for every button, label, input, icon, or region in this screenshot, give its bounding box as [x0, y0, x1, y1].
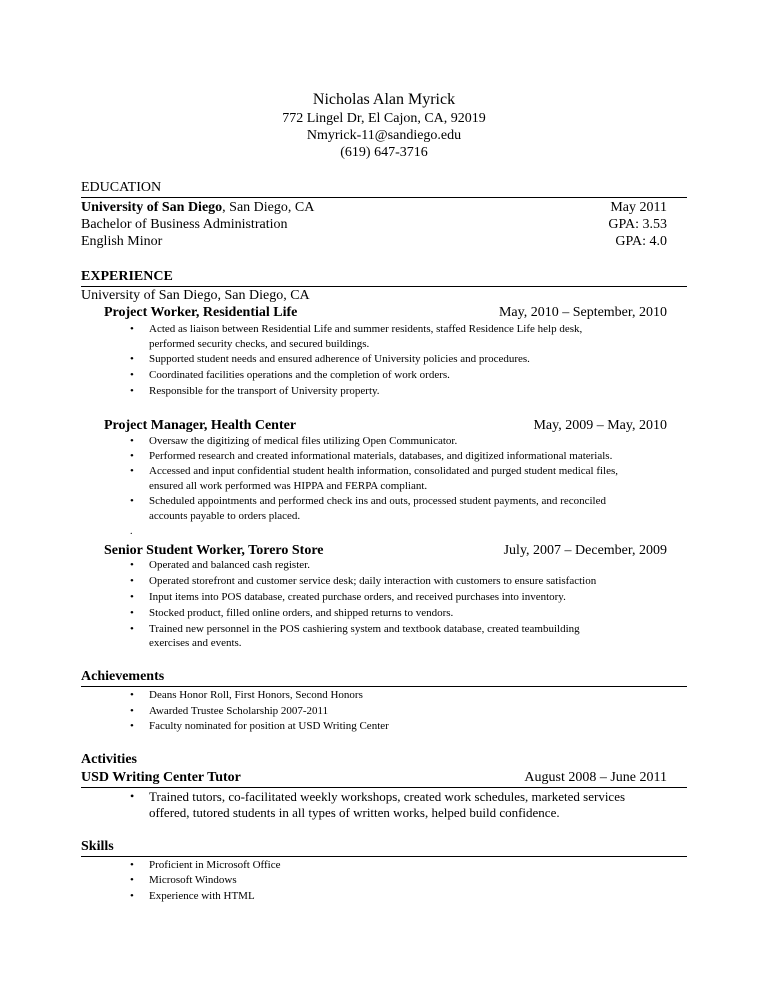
activity-bullet-cont: offered, tutored students in all types of written works, helped build confidence.: [149, 805, 560, 820]
job-bullet-cont: exercises and events.: [149, 637, 242, 649]
job-bullet: Performed research and created informational materials, databases, and digitized informational materials.: [149, 450, 613, 462]
bullet-glyph: •: [130, 435, 134, 447]
education-rule: [81, 197, 687, 198]
bullet-glyph: •: [130, 465, 134, 477]
job-bullet: Stocked product, filled online orders, and shipped returns to vendors.: [149, 607, 454, 619]
bullet-glyph: •: [130, 559, 134, 571]
degree: Bachelor of Business Administration: [81, 217, 288, 232]
minor: English Minor: [81, 234, 163, 249]
bullet-glyph: •: [130, 575, 134, 587]
job-bullet: Input items into POS database, created purchase orders, and received purchases into inventory.: [149, 591, 566, 603]
achievement-item: Awarded Trustee Scholarship 2007-2011: [149, 705, 329, 717]
job-dates: May, 2010 – September, 2010: [498, 305, 667, 320]
job-title: Project Worker, Residential Life: [104, 305, 298, 320]
job-bullet: Coordinated facilities operations and the completion of work orders.: [149, 369, 450, 381]
achievement-item: Faculty nominated for position at USD Writing Center: [149, 720, 389, 732]
bullet-glyph: •: [130, 720, 134, 732]
school-location: , San Diego, CA: [222, 200, 315, 215]
bullet-glyph: •: [130, 874, 134, 886]
activities-heading: Activities: [81, 752, 137, 767]
skills-heading: Skills: [81, 839, 114, 854]
activity-title: USD Writing Center Tutor: [81, 770, 241, 785]
achievement-item: Deans Honor Roll, First Honors, Second Honors: [149, 689, 363, 701]
resume-name: Nicholas Alan Myrick: [312, 91, 456, 108]
job-bullet: Trained new personnel in the POS cashiering system and textbook database, created teambuilding: [149, 623, 580, 635]
education-date: May 2011: [610, 200, 667, 215]
activities-rule: [81, 787, 687, 788]
bullet-glyph: •: [130, 450, 134, 462]
job-bullet: Acted as liaison between Residential Life and summer residents, staffed Residence Life help desk,: [149, 323, 583, 335]
email-line: Nmyrick-11@sandiego.edu: [306, 128, 462, 143]
activity-bullet: Trained tutors, co-facilitated weekly workshops, created work schedules, marketed services: [149, 789, 626, 804]
skills-rule: [81, 856, 687, 857]
bullet-glyph: •: [130, 385, 134, 397]
job-bullet-cont: ensured all work performed was HIPPA and FERPA compliant.: [149, 480, 428, 492]
experience-rule: [81, 286, 687, 287]
job-dates: May, 2009 – May, 2010: [533, 418, 667, 433]
bullet-glyph: •: [130, 623, 134, 635]
job-bullet: Oversaw the digitizing of medical files utilizing Open Communicator.: [149, 435, 458, 447]
bullet-glyph: •: [130, 323, 134, 335]
achievements-rule: [81, 686, 687, 687]
minor-gpa: GPA: 4.0: [615, 234, 667, 249]
skill-item: Proficient in Microsoft Office: [149, 859, 281, 871]
bullet-glyph: •: [130, 859, 134, 871]
job-title: Project Manager, Health Center: [104, 418, 297, 433]
bullet-glyph: •: [130, 353, 134, 365]
stray-mark: .: [130, 526, 133, 537]
job-bullet-cont: performed security checks, and secured buildings.: [149, 338, 370, 350]
employer: University of San Diego, San Diego, CA: [81, 288, 310, 303]
skill-item: Microsoft Windows: [149, 874, 237, 886]
bullet-glyph: •: [130, 591, 134, 603]
job-title: Senior Student Worker, Torero Store: [104, 543, 324, 558]
job-bullet: Responsible for the transport of University property.: [149, 385, 380, 397]
bullet-glyph: •: [130, 789, 135, 803]
degree-gpa: GPA: 3.53: [608, 217, 667, 232]
phone-line: (619) 647-3716: [340, 145, 428, 160]
job-bullet: Accessed and input confidential student health information, consolidated and purged student medical files,: [149, 465, 619, 477]
bullet-glyph: •: [130, 705, 134, 717]
bullet-glyph: •: [130, 495, 134, 507]
job-dates: July, 2007 – December, 2009: [503, 543, 667, 558]
education-heading: EDUCATION: [81, 180, 162, 195]
job-bullet-cont: accounts payable to orders placed.: [149, 510, 301, 522]
bullet-glyph: •: [130, 890, 134, 902]
job-bullet: Scheduled appointments and performed check ins and outs, processed student payments, and reconciled: [149, 495, 606, 507]
education-school-line: [81, 200, 314, 216]
skill-item: Experience with HTML: [149, 890, 255, 902]
activity-dates: August 2008 – June 2011: [524, 770, 667, 785]
job-bullet: Supported student needs and ensured adherence of University policies and procedures.: [149, 353, 530, 365]
job-bullet: Operated storefront and customer service desk; daily interaction with customers to ensure satisfaction: [149, 575, 597, 587]
bullet-glyph: •: [130, 689, 134, 701]
address-line: 772 Lingel Dr, El Cajon, CA, 92019: [282, 111, 486, 126]
achievements-heading: Achievements: [81, 669, 165, 684]
job-bullet: Operated and balanced cash register.: [149, 559, 310, 571]
school-name: University of San Diego: [81, 200, 223, 215]
experience-heading: EXPERIENCE: [81, 269, 173, 284]
bullet-glyph: •: [130, 607, 134, 619]
bullet-glyph: •: [130, 369, 134, 381]
